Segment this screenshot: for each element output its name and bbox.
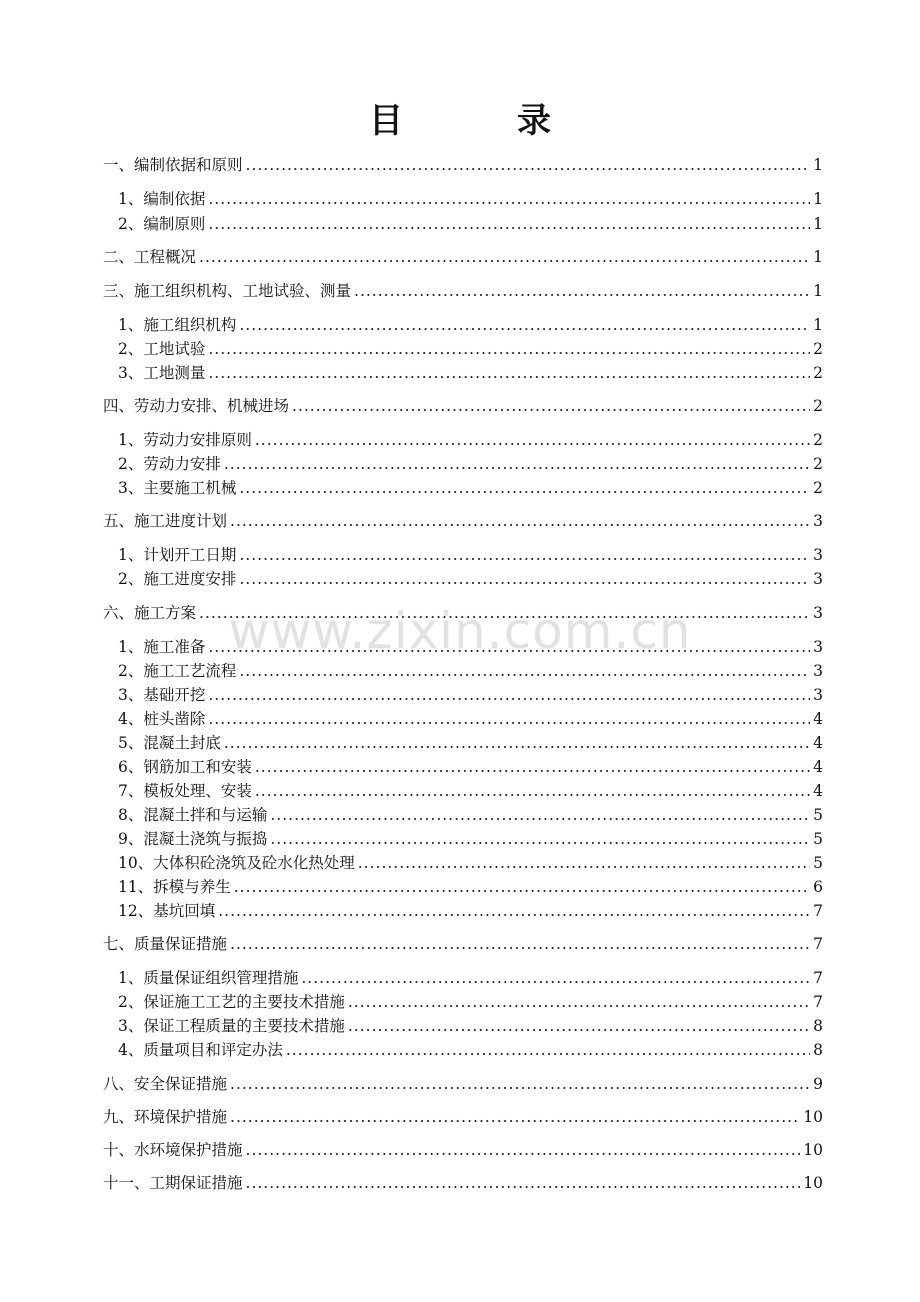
- toc-entry-page: 3: [813, 570, 823, 588]
- toc-entry-label: 3、工地测量: [118, 364, 206, 382]
- dot-leader: [224, 452, 810, 476]
- dot-leader: [348, 1014, 810, 1038]
- toc-section[interactable]: [103, 932, 823, 956]
- toc-entry-page: 3: [813, 662, 823, 680]
- toc-entry-label: 1、编制依据: [118, 190, 206, 208]
- document-title: 目 录: [369, 101, 591, 141]
- toc-entry-page: 4: [813, 758, 823, 776]
- toc-entry-page: 3: [813, 546, 823, 564]
- toc-entry-label: 1、计划开工日期: [118, 546, 237, 564]
- dot-leader: [224, 731, 810, 755]
- dot-leader: [208, 707, 810, 731]
- toc-entry-page: 2: [813, 340, 823, 358]
- toc-entry-label: 一、编制依据和原则: [103, 156, 243, 174]
- toc-subsection[interactable]: [118, 851, 823, 875]
- toc-entry-label: 2、劳动力安排: [118, 455, 221, 473]
- toc-entry-page: 2: [813, 364, 823, 382]
- dot-leader: [239, 476, 810, 500]
- dot-leader: [239, 543, 810, 567]
- dot-leader: [218, 899, 810, 923]
- toc-subsection[interactable]: [118, 731, 823, 755]
- toc-entry-page: 9: [813, 1075, 823, 1093]
- toc-entry-page: 7: [813, 969, 823, 987]
- toc-entry-label: 十一、工期保证措施: [103, 1174, 243, 1192]
- toc-entry-page: 2: [813, 455, 823, 473]
- toc-entry-label: 1、质量保证组织管理措施: [118, 969, 299, 987]
- toc-entry-page: 2: [813, 431, 823, 449]
- toc-section[interactable]: [103, 1105, 823, 1129]
- dot-leader: [292, 394, 810, 418]
- toc-subsection[interactable]: [118, 452, 823, 476]
- toc-entry-page: 10: [803, 1174, 823, 1192]
- toc-entry-label: 四、劳动力安排、机械进场: [103, 397, 290, 415]
- toc-entry-page: 3: [813, 638, 823, 656]
- toc-entry-label: 2、施工工艺流程: [118, 662, 237, 680]
- toc-entry-page: 1: [813, 316, 823, 334]
- toc-subsection[interactable]: [118, 187, 823, 211]
- toc-subsection[interactable]: [118, 827, 823, 851]
- toc-entry-label: 1、施工准备: [118, 638, 206, 656]
- toc-subsection[interactable]: [118, 683, 823, 707]
- toc-entry-label: 3、保证工程质量的主要技术措施: [118, 1017, 345, 1035]
- toc-entry-page: 4: [813, 734, 823, 752]
- toc-entry-page: 3: [813, 512, 823, 530]
- toc-entry-label: 十、水环境保护措施: [103, 1141, 243, 1159]
- dot-leader: [358, 851, 810, 875]
- dot-leader: [230, 1072, 810, 1096]
- dot-leader: [208, 683, 810, 707]
- toc-section[interactable]: [103, 1138, 823, 1162]
- toc-entry-label: 6、钢筋加工和安装: [118, 758, 252, 776]
- dot-leader: [199, 245, 810, 269]
- toc-entry-label: 11、拆模与养生: [118, 878, 231, 896]
- toc-entry-label: 12、基坑回填: [118, 902, 216, 920]
- toc-entry-label: 3、主要施工机械: [118, 479, 237, 497]
- dot-leader: [270, 827, 810, 851]
- toc-subsection[interactable]: [118, 337, 823, 361]
- toc-subsection[interactable]: [118, 567, 823, 591]
- toc-subsection[interactable]: [118, 803, 823, 827]
- toc-entry-label: 2、编制原则: [118, 215, 206, 233]
- toc-section[interactable]: [103, 245, 823, 269]
- dot-leader: [234, 875, 810, 899]
- toc-entry-label: 九、环境保护措施: [103, 1108, 228, 1126]
- toc-subsection[interactable]: [118, 1014, 823, 1038]
- toc-subsection[interactable]: [118, 990, 823, 1014]
- toc-subsection[interactable]: [118, 899, 823, 923]
- toc-entry-label: 六、施工方案: [103, 604, 197, 622]
- dot-leader: [199, 601, 810, 625]
- toc-entry-label: 4、桩头凿除: [118, 710, 206, 728]
- toc-entry-page: 10: [803, 1108, 823, 1126]
- toc-entry-page: 3: [813, 604, 823, 622]
- toc-section[interactable]: [103, 394, 823, 418]
- toc-entry-label: 8、混凝土拌和与运输: [118, 806, 268, 824]
- toc-entry-page: 3: [813, 686, 823, 704]
- toc-subsection[interactable]: [118, 966, 823, 990]
- toc-subsection[interactable]: [118, 1038, 823, 1062]
- dot-leader: [208, 635, 810, 659]
- toc-entry-label: 9、混凝土浇筑与振捣: [118, 830, 268, 848]
- toc-entry-label: 1、劳动力安排原则: [118, 431, 252, 449]
- dot-leader: [255, 779, 810, 803]
- dot-leader: [348, 990, 810, 1014]
- toc-section[interactable]: [103, 601, 823, 625]
- dot-leader: [270, 803, 810, 827]
- toc-entry-label: 3、基础开挖: [118, 686, 206, 704]
- toc-entry-label: 1、施工组织机构: [118, 316, 237, 334]
- dot-leader: [286, 1038, 810, 1062]
- toc-subsection[interactable]: [118, 875, 823, 899]
- toc-entry-page: 5: [813, 854, 823, 872]
- dot-leader: [255, 755, 810, 779]
- dot-leader: [208, 187, 810, 211]
- dot-leader: [301, 966, 810, 990]
- toc-subsection[interactable]: [118, 428, 823, 452]
- toc-entry-label: 7、模板处理、安装: [118, 782, 252, 800]
- toc-entry-label: 5、混凝土封底: [118, 734, 221, 752]
- toc-section[interactable]: [103, 1072, 823, 1096]
- watermark: www.zixin.com.cn: [228, 602, 692, 660]
- toc-section[interactable]: [103, 279, 823, 303]
- toc-subsection[interactable]: [118, 779, 823, 803]
- toc-subsection[interactable]: [118, 212, 823, 236]
- toc-subsection[interactable]: [118, 635, 823, 659]
- toc-entry-page: 2: [813, 397, 823, 415]
- toc-section[interactable]: [103, 509, 823, 533]
- toc-entry-page: 4: [813, 782, 823, 800]
- toc-entry-page: 1: [813, 156, 823, 174]
- toc-entry-page: 1: [813, 282, 823, 300]
- toc-entry-page: 2: [813, 479, 823, 497]
- toc-entry-label: 4、质量项目和评定办法: [118, 1041, 283, 1059]
- dot-leader: [208, 337, 810, 361]
- toc-entry-label: 10、大体积砼浇筑及砼水化热处理: [118, 854, 355, 872]
- toc-entry-label: 三、施工组织机构、工地试验、测量: [103, 282, 352, 300]
- toc-subsection[interactable]: [118, 707, 823, 731]
- dot-leader: [239, 659, 810, 683]
- toc-entry-page: 6: [813, 878, 823, 896]
- toc-section[interactable]: [103, 1171, 823, 1195]
- toc-section[interactable]: [103, 153, 823, 177]
- toc-subsection[interactable]: [118, 313, 823, 337]
- dot-leader: [230, 1105, 800, 1129]
- toc-entry-label: 2、工地试验: [118, 340, 206, 358]
- toc-subsection[interactable]: [118, 476, 823, 500]
- toc-entry-page: 8: [813, 1041, 823, 1059]
- toc-entry-label: 八、安全保证措施: [103, 1075, 228, 1093]
- dot-leader: [239, 313, 810, 337]
- dot-leader: [246, 1171, 801, 1195]
- dot-leader: [246, 153, 811, 177]
- toc-entry-label: 2、保证施工工艺的主要技术措施: [118, 993, 345, 1011]
- toc-subsection[interactable]: [118, 659, 823, 683]
- toc-entry-label: 五、施工进度计划: [103, 512, 228, 530]
- dot-leader: [255, 428, 810, 452]
- toc-entry-page: 5: [813, 806, 823, 824]
- dot-leader: [230, 932, 810, 956]
- toc-entry-page: 1: [813, 215, 823, 233]
- toc-entry-page: 4: [813, 710, 823, 728]
- dot-leader: [208, 361, 810, 385]
- toc-entry-page: 5: [813, 830, 823, 848]
- toc-subsection[interactable]: [118, 543, 823, 567]
- dot-leader: [208, 212, 810, 236]
- toc-subsection[interactable]: [118, 755, 823, 779]
- toc-entry-label: 二、工程概况: [103, 248, 197, 266]
- toc-entry-label: 七、质量保证措施: [103, 935, 228, 953]
- toc-entry-page: 8: [813, 1017, 823, 1035]
- dot-leader: [246, 1138, 801, 1162]
- toc-entry-page: 1: [813, 248, 823, 266]
- toc-entry-page: 7: [813, 935, 823, 953]
- toc-entry-page: 1: [813, 190, 823, 208]
- dot-leader: [239, 567, 810, 591]
- toc-entry-page: 10: [803, 1141, 823, 1159]
- toc-entry-page: 7: [813, 993, 823, 1011]
- dot-leader: [230, 509, 810, 533]
- toc-entry-label: 2、施工进度安排: [118, 570, 237, 588]
- toc-subsection[interactable]: [118, 361, 823, 385]
- dot-leader: [354, 279, 810, 303]
- toc-entry-page: 7: [813, 902, 823, 920]
